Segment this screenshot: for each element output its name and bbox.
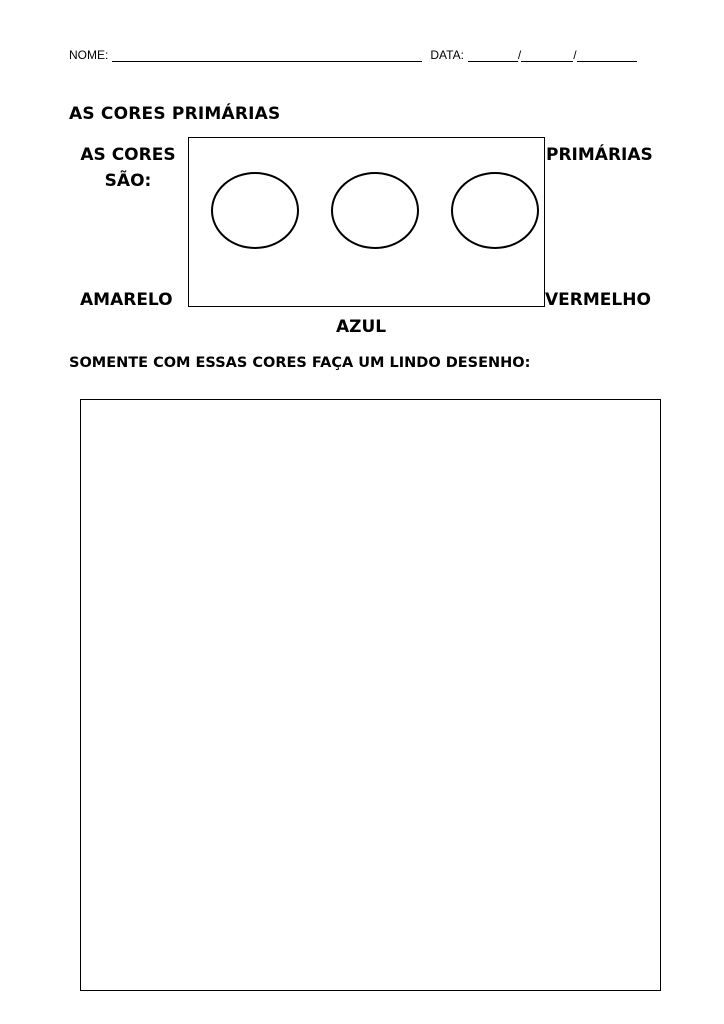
- page-title: AS CORES PRIMÁRIAS: [69, 104, 281, 124]
- date-separator-1: /: [517, 48, 522, 62]
- drawing-instruction: SOMENTE COM ESSAS CORES FAÇA UM LINDO DESENHO:: [69, 355, 531, 371]
- drawing-area[interactable]: [80, 399, 661, 991]
- label-primarias: PRIMÁRIAS: [546, 145, 653, 165]
- color-circle-3[interactable]: [451, 172, 539, 249]
- label-amarelo: AMARELO: [80, 290, 173, 310]
- color-circle-2[interactable]: [331, 172, 419, 249]
- date-day-field[interactable]: [468, 49, 518, 62]
- header-fields: [69, 48, 637, 62]
- date-label: DATA:: [430, 48, 464, 62]
- name-field[interactable]: [112, 49, 422, 62]
- color-circle-1[interactable]: [211, 172, 299, 249]
- date-month-field[interactable]: [521, 49, 573, 62]
- label-as-cores-line1: AS CORES: [80, 145, 176, 165]
- date-year-field[interactable]: [577, 49, 637, 62]
- label-vermelho: VERMELHO: [545, 290, 651, 310]
- date-separator-2: /: [573, 48, 577, 62]
- name-label: NOME:: [69, 48, 109, 62]
- label-as-cores: [78, 142, 178, 194]
- label-azul: AZUL: [336, 317, 387, 337]
- label-as-cores-line2: SÃO:: [104, 171, 152, 191]
- color-circles-box: [188, 137, 545, 307]
